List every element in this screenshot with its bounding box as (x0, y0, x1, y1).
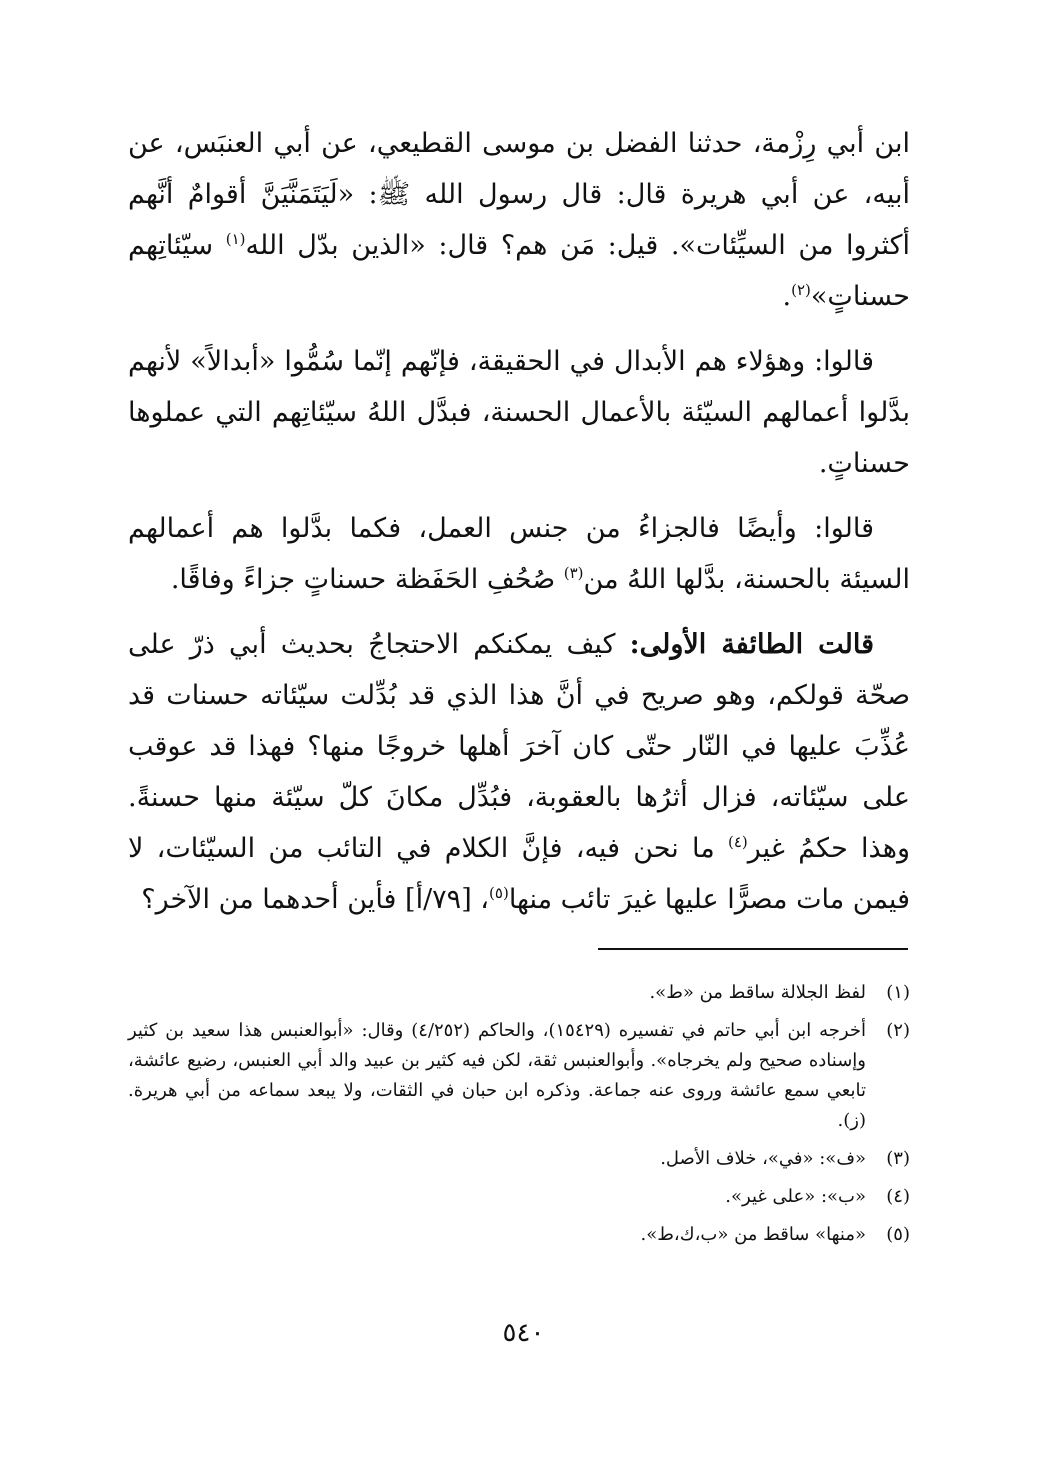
footnote-marker: (٥) (489, 884, 509, 902)
footnote-marker: (٤) (727, 833, 748, 851)
footnote-marker: (١) (225, 230, 246, 248)
footnote-text: لفظ الجلالة ساقط من «ط». (649, 982, 866, 1003)
footnote-separator (598, 948, 908, 950)
main-text (128, 118, 910, 939)
paragraph-text: سيّئاتِهم حسناتٍ» (128, 230, 910, 312)
footnote (128, 1182, 910, 1212)
footnote-number: (٥) (886, 1224, 910, 1245)
footnote-number: (٢) (886, 1020, 910, 1041)
paragraph-text: كيف يمكنكم الاحتجاجُ بحديث أبي ذرّ على صحّة قولكم، وهو صريح في أنَّ هذا الذي قد بُدِّلت سيّئاته حسنات قد عُذِّبَ عليها في النّار حتّى كان آخرَ أهلها خروجًا منها؟ فهذا قد عوقب على سيّئاته، فزال أثرُها بالعقوبة، فبُدِّل مكانَ كلّ سيّئة منها حسنةً. وهذا حكمُ غير (128, 629, 910, 864)
speaker-heading: قالت الطائفة الأولى: (629, 629, 874, 660)
paragraph-text: ما نحن فيه، فإنَّ الكلام في التائب من السيّئات، لا فيمن مات مصرًّا عليها غيرَ تائب منها (128, 833, 910, 915)
paragraph-text: ، [٧٩/أ] فأين أحدهما من الآخر؟ (141, 884, 490, 915)
footnote-text: «ب»: «على غير». (725, 1186, 866, 1207)
footnote-text: أخرجه ابن أبي حاتم في تفسيره (١٥٤٢٩)، والحاكم (٤/٢٥٢) وقال: «أبوالعنبس هذا سعيد بن كثير وإسناده صحيح ولم يخرجاه». وأبوالعنبس ثقة، لكن فيه كثير بن عبيد والد أبي العنبس، رضيع عائشة، تابعي سمع عائشة وروى عنه جماعة. وذكره ابن حبان في الثقات، ولا يبعد سماعه من أبي هريرة. (ز). (128, 1020, 866, 1131)
paragraph-text: صُحُفِ الحَفَظة حسناتٍ جزاءً وفاقًا. (170, 564, 564, 595)
footnote (128, 1144, 910, 1174)
footnote-number: (٣) (886, 1148, 910, 1169)
footnote-marker: (٣) (563, 564, 584, 582)
paragraph (128, 336, 910, 489)
paragraph (128, 118, 910, 322)
footnote (128, 978, 910, 1008)
footnote-number: (١) (886, 982, 910, 1003)
paragraph-text: . (782, 281, 792, 312)
page-number: ٥٤٠ (502, 1318, 545, 1348)
paragraph-text: قالوا: وأيضًا فالجزاءُ من جنس العمل، فكما بدَّلوا هم أعمالهم السيئة بالحسنة، بدَّلها اللهُ من (128, 513, 910, 595)
paragraph (128, 619, 910, 925)
footnote-number: (٤) (886, 1186, 910, 1207)
footnote (128, 1016, 910, 1136)
paragraph-text: قالوا: وهؤلاء هم الأبدال في الحقيقة، فإنّهم إنّما سُمُّوا «أبدالاً» لأنهم بدَّلوا أعمالهم السيّئة بالأعمال الحسنة، فبدَّل اللهُ سيّئاتِهم التي عملوها حسناتٍ. (128, 346, 910, 479)
footnote-marker: (٢) (791, 281, 811, 299)
paragraph (128, 503, 910, 605)
footnote-text: «ف»: «في»، خلاف الأصل. (660, 1148, 866, 1169)
paragraph-text: ابن أبي رِزْمة، حدثنا الفضل بن موسى القطيعي، عن أبي العنبَس، عن أبيه، عن أبي هريرة قال: قال رسول الله ﷺ: «لَيَتَمَنَّيَنَّ أقوامٌ أنَّهم أكثروا من السيِّئات». قيل: مَن هم؟ قال: «الذين بدّل الله (128, 128, 910, 261)
footnote (128, 1220, 910, 1250)
footnote-text: «منها» ساقط من «ب،ك،ط». (640, 1224, 866, 1245)
footnotes (128, 978, 910, 1258)
